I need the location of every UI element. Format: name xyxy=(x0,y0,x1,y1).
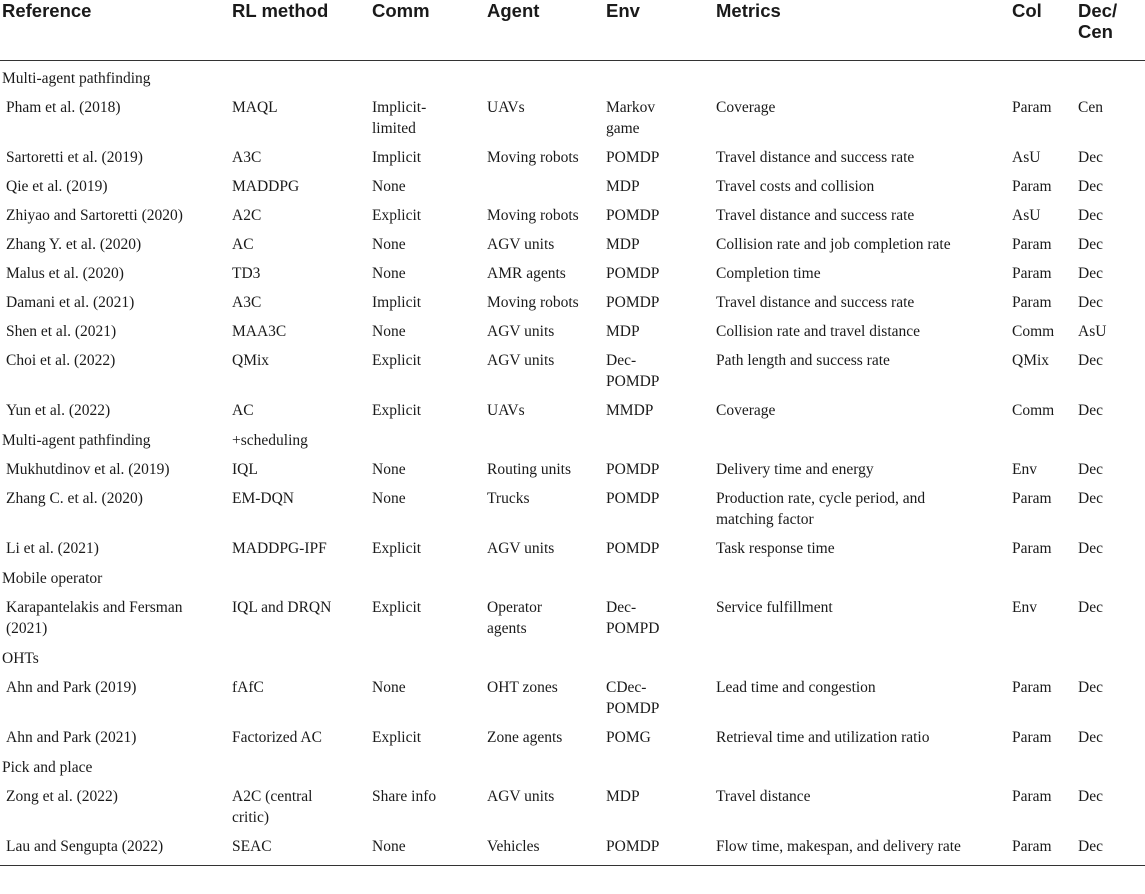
cell-agent: AGV units xyxy=(487,236,555,253)
section-row xyxy=(0,61,1145,92)
cell-agent: AMR agents xyxy=(487,265,566,282)
section-row xyxy=(0,561,1145,591)
header-dec-cen: Dec/ Cen xyxy=(1076,0,1145,61)
cell-rl-method: SEAC xyxy=(230,830,370,866)
cell-metrics: Coverage xyxy=(716,99,776,116)
section-extra xyxy=(230,641,370,671)
cell-reference: Shen et al. (2021) xyxy=(6,323,117,340)
cell-comm: None xyxy=(372,323,406,340)
cell-agent: UAVs xyxy=(487,99,525,116)
cell-metrics: Service fulfillment xyxy=(716,599,833,616)
cell-agent: AGV units xyxy=(487,788,555,805)
table-row xyxy=(0,286,1145,315)
cell-comm: Implicit- limited xyxy=(372,99,427,137)
cell-col: Comm xyxy=(1012,323,1055,340)
cell-col: Param xyxy=(1010,830,1076,866)
cell-comm: Explicit xyxy=(372,352,422,369)
table-row xyxy=(0,453,1145,482)
cell-metrics: Completion time xyxy=(716,265,821,282)
cell-col: Param xyxy=(1012,540,1052,557)
cell-rl-method: MADDPG-IPF xyxy=(232,540,327,557)
cell-comm: Explicit xyxy=(372,207,422,224)
cell-reference: Sartoretti et al. (2019) xyxy=(6,149,143,166)
cell-agent: Zone agents xyxy=(487,729,563,746)
section-extra xyxy=(230,561,370,591)
cell-env: Dec- POMPD xyxy=(606,599,660,637)
section-row xyxy=(0,423,1145,453)
cell-col: QMix xyxy=(1012,352,1050,369)
cell-col: Param xyxy=(1012,679,1052,696)
cell-rl-method: MAQL xyxy=(232,99,278,116)
cell-col: AsU xyxy=(1012,207,1041,224)
cell-env: Markov game xyxy=(606,99,656,137)
section-spacer xyxy=(370,641,1145,671)
cell-metrics: Path length and success rate xyxy=(716,352,890,369)
header-rl-method: RL method xyxy=(230,0,370,61)
table-row xyxy=(0,257,1145,286)
table-row xyxy=(0,170,1145,199)
cell-env: MDP xyxy=(606,236,640,253)
table-row xyxy=(0,671,1145,721)
cell-reference: Qie et al. (2019) xyxy=(6,178,108,195)
cell-comm: None xyxy=(372,461,406,478)
cell-dec-cen: AsU xyxy=(1078,323,1107,340)
table-row xyxy=(0,780,1145,830)
cell-env: POMG xyxy=(606,729,651,746)
cell-reference: Damani et al. (2021) xyxy=(6,294,135,311)
table-row xyxy=(0,91,1145,141)
cell-comm: Explicit xyxy=(372,540,422,557)
cell-rl-method: QMix xyxy=(232,352,270,369)
table-row xyxy=(0,344,1145,394)
cell-reference: Zhiyao and Sartoretti (2020) xyxy=(6,207,183,224)
cell-agent: Routing units xyxy=(487,461,571,478)
cell-col: Param xyxy=(1012,294,1052,311)
cell-rl-method: AC xyxy=(232,236,254,253)
cell-comm: None xyxy=(370,830,485,866)
cell-dec-cen: Dec xyxy=(1078,402,1103,419)
cell-reference: Malus et al. (2020) xyxy=(6,265,124,282)
cell-agent: Moving robots xyxy=(487,207,579,224)
cell-reference: Mukhutdinov et al. (2019) xyxy=(6,461,170,478)
cell-agent: UAVs xyxy=(487,402,525,419)
cell-reference: Ahn and Park (2019) xyxy=(6,679,137,696)
table-row xyxy=(0,482,1145,532)
header-row xyxy=(0,0,1145,61)
table-row xyxy=(0,721,1145,750)
table-row xyxy=(0,394,1145,423)
cell-env: POMDP xyxy=(606,540,660,557)
section-label: Multi-agent pathfinding xyxy=(2,432,151,449)
cell-col: Param xyxy=(1012,178,1052,195)
cell-agent: Moving robots xyxy=(487,294,579,311)
cell-env: MMDP xyxy=(606,402,654,419)
cell-dec-cen: Dec xyxy=(1078,294,1103,311)
cell-col: Param xyxy=(1012,788,1052,805)
cell-metrics: Collision rate and travel distance xyxy=(716,323,921,340)
cell-metrics: Travel distance and success rate xyxy=(716,207,915,224)
cell-rl-method: A2C xyxy=(232,207,262,224)
cell-reference: Li et al. (2021) xyxy=(6,540,99,557)
cell-reference: Lau and Sengupta (2022) xyxy=(0,830,230,866)
cell-col: Env xyxy=(1012,461,1037,478)
header-col: Col xyxy=(1010,0,1076,61)
cell-rl-method: TD3 xyxy=(232,265,261,282)
cell-env: POMDP xyxy=(606,461,660,478)
cell-col: Param xyxy=(1012,490,1052,507)
cell-reference: Choi et al. (2022) xyxy=(6,352,116,369)
cell-comm: Implicit xyxy=(372,149,422,166)
cell-rl-method: A2C (central critic) xyxy=(232,788,313,826)
cell-agent: Moving robots xyxy=(487,149,579,166)
cell-env: POMDP xyxy=(606,207,660,224)
section-row xyxy=(0,750,1145,780)
cell-metrics: Travel distance and success rate xyxy=(716,149,915,166)
cell-env: POMDP xyxy=(606,490,660,507)
cell-metrics: Collision rate and job completion rate xyxy=(716,236,951,253)
cell-dec-cen: Dec xyxy=(1078,207,1103,224)
cell-rl-method: MAA3C xyxy=(232,323,287,340)
cell-reference: Yun et al. (2022) xyxy=(6,402,111,419)
cell-comm: Explicit xyxy=(372,599,422,616)
cell-rl-method: EM-DQN xyxy=(232,490,294,507)
cell-env: POMDP xyxy=(606,294,660,311)
header-env: Env xyxy=(604,0,714,61)
cell-comm: Explicit xyxy=(372,402,422,419)
cell-reference: Pham et al. (2018) xyxy=(6,99,121,116)
cell-col: Env xyxy=(1012,599,1037,616)
cell-metrics: Delivery time and energy xyxy=(716,461,874,478)
section-label: Pick and place xyxy=(2,759,93,776)
cell-metrics: Task response time xyxy=(716,540,835,557)
cell-reference: Zhang C. et al. (2020) xyxy=(6,490,143,507)
cell-dec-cen: Dec xyxy=(1078,788,1103,805)
cell-comm: None xyxy=(372,265,406,282)
cell-metrics: Lead time and congestion xyxy=(716,679,876,696)
cell-dec-cen: Dec xyxy=(1078,679,1103,696)
cell-env: POMDP xyxy=(606,265,660,282)
section-spacer xyxy=(370,561,1145,591)
cell-dec-cen: Dec xyxy=(1078,236,1103,253)
cell-comm: Implicit xyxy=(372,294,422,311)
cell-env: MDP xyxy=(606,323,640,340)
cell-comm: Explicit xyxy=(372,729,422,746)
cell-env: MDP xyxy=(606,178,640,195)
cell-env: POMDP xyxy=(606,149,660,166)
cell-comm: Share info xyxy=(372,788,437,805)
section-label: OHTs xyxy=(2,650,39,667)
cell-reference: Karapantelakis and Fersman (2021) xyxy=(6,599,183,637)
section-extra xyxy=(230,61,370,92)
section-extra xyxy=(230,750,370,780)
cell-rl-method: IQL and DRQN xyxy=(232,599,332,616)
cell-metrics: Production rate, cycle period, and matching factor xyxy=(716,490,926,528)
cell-rl-method: fAfC xyxy=(232,679,264,696)
section-label: Mobile operator xyxy=(2,570,103,587)
cell-agent: AGV units xyxy=(487,323,555,340)
cell-metrics: Retrieval time and utilization ratio xyxy=(716,729,930,746)
cell-agent: AGV units xyxy=(487,352,555,369)
cell-reference: Ahn and Park (2021) xyxy=(6,729,137,746)
cell-dec-cen: Dec xyxy=(1078,352,1103,369)
cell-agent: OHT zones xyxy=(487,679,558,696)
section-spacer xyxy=(370,423,1145,453)
cell-rl-method: IQL xyxy=(232,461,258,478)
cell-dec-cen: Dec xyxy=(1078,149,1103,166)
section-extra: +scheduling xyxy=(232,432,308,449)
header-reference: Reference xyxy=(0,0,230,61)
cell-col: Comm xyxy=(1012,402,1055,419)
cell-env: MDP xyxy=(606,788,640,805)
cell-rl-method: MADDPG xyxy=(232,178,300,195)
section-spacer xyxy=(370,750,1145,780)
cell-rl-method: Factorized AC xyxy=(232,729,322,746)
cell-agent: Operator agents xyxy=(487,599,543,637)
table-row xyxy=(0,532,1145,561)
section-row xyxy=(0,641,1145,671)
table-row xyxy=(0,141,1145,170)
table-row xyxy=(0,315,1145,344)
cell-metrics: Flow time, makespan, and delivery rate xyxy=(714,830,1010,866)
cell-dec-cen: Cen xyxy=(1078,99,1103,116)
cell-agent xyxy=(485,170,604,199)
cell-dec-cen: Dec xyxy=(1078,265,1103,282)
cell-comm: None xyxy=(372,490,406,507)
table-row xyxy=(0,830,1145,866)
cell-agent: Vehicles xyxy=(485,830,604,866)
table-row xyxy=(0,199,1145,228)
cell-env: Dec- POMDP xyxy=(606,352,660,390)
cell-env: POMDP xyxy=(604,830,714,866)
cell-rl-method: AC xyxy=(232,402,254,419)
header-agent: Agent xyxy=(485,0,604,61)
cell-reference: Zhang Y. et al. (2020) xyxy=(6,236,142,253)
cell-agent: Trucks xyxy=(487,490,530,507)
cell-dec-cen: Dec xyxy=(1078,729,1103,746)
cell-comm: None xyxy=(372,679,406,696)
section-spacer xyxy=(370,61,1145,92)
cell-dec-cen: Dec xyxy=(1078,540,1103,557)
cell-comm: None xyxy=(372,236,406,253)
cell-dec-cen: Dec xyxy=(1078,461,1103,478)
cell-col: Param xyxy=(1012,729,1052,746)
header-comm: Comm xyxy=(370,0,485,61)
cell-col: Param xyxy=(1012,265,1052,282)
cell-col: Param xyxy=(1012,236,1052,253)
cell-col: Param xyxy=(1012,99,1052,116)
cell-env: CDec- POMDP xyxy=(606,679,660,717)
cell-metrics: Travel costs and collision xyxy=(716,178,875,195)
table-body xyxy=(0,61,1145,866)
table-row xyxy=(0,228,1145,257)
cell-agent: AGV units xyxy=(487,540,555,557)
cell-dec-cen: Dec xyxy=(1078,178,1103,195)
cell-dec-cen: Dec xyxy=(1078,490,1103,507)
cell-metrics: Travel distance xyxy=(716,788,811,805)
table-row xyxy=(0,591,1145,641)
cell-reference: Zong et al. (2022) xyxy=(6,788,118,805)
cell-metrics: Travel distance and success rate xyxy=(716,294,915,311)
section-label: Multi-agent pathfinding xyxy=(2,70,151,87)
cell-rl-method: A3C xyxy=(232,149,262,166)
header-metrics: Metrics xyxy=(714,0,1010,61)
cell-dec-cen: Dec xyxy=(1078,599,1103,616)
cell-dec-cen: Dec xyxy=(1076,830,1145,866)
cell-rl-method: A3C xyxy=(232,294,262,311)
cell-metrics: Coverage xyxy=(716,402,776,419)
cell-col: AsU xyxy=(1012,149,1041,166)
cell-comm: None xyxy=(372,178,406,195)
